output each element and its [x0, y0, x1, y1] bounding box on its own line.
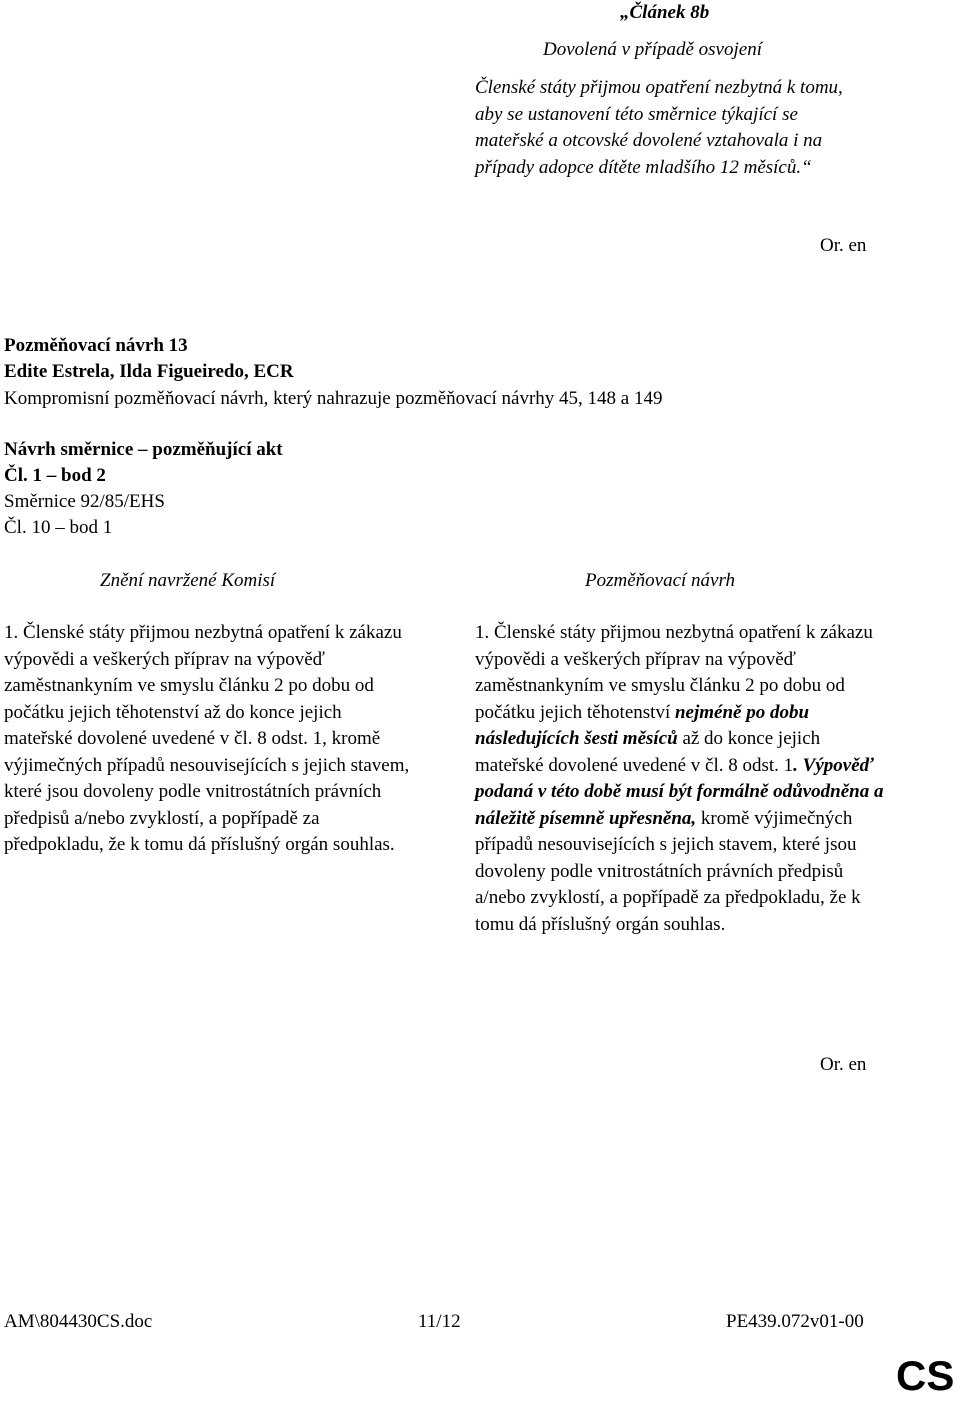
quoted-article-title: „Článek 8b	[620, 2, 710, 23]
left-column-header: Znění navržené Komisí	[100, 570, 276, 591]
amendment-description: Kompromisní pozměňovací návrh, který nahrazuje pozměňovací návrhy 45, 148 a 149	[4, 388, 663, 409]
footer-page-number: 11/12	[418, 1311, 461, 1332]
amendment-text-part5: kromě výjimečných případů nesouvisejících s jejich stavem, které jsou dovoleny podle vnitrostátních právních předpisů a/nebo zvyklostí, a popřípadě za předpokladu, že k tomu dá příslušný orgán souhlas.	[475, 807, 861, 935]
footer-pe-ref: PE439.072v01-00	[726, 1311, 864, 1332]
original-language-bottom: Or. en	[820, 1054, 867, 1075]
quoted-article-subtitle: Dovolená v případě osvojení	[543, 39, 762, 60]
directive-name: Směrnice 92/85/EHS	[4, 491, 165, 512]
quoted-article-text: Členské státy přijmou opatření nezbytná k tomu, aby se ustanovení této směrnice týkající se mateřské a otcovské dovolené vztahovala i na případy adopce dítěte mladšího 12 měsíců.“	[475, 77, 843, 178]
amendment-text-part1: 1. Členské státy přijmou nezbytná opatření k zákazu výpovědi a veškerých příprav na výpověď zaměstnankyním ve smyslu článku 2 po dobu od počátku jejich těhotenství	[475, 622, 873, 723]
amendment-text-added-2: . Výpověď podaná v této době musí být formálně odůvodněna a náležitě písemně upřesněna,	[475, 754, 884, 829]
footer-doc-ref: AM\804430CS.doc	[4, 1311, 153, 1332]
act-type: Návrh směrnice – pozměňující akt	[4, 439, 283, 460]
original-language-top: Or. en	[820, 235, 867, 256]
footer-language: CS	[896, 1352, 955, 1399]
right-column-header: Pozměňovací návrh	[585, 570, 736, 591]
article-reference: Čl. 1 – bod 2	[4, 465, 106, 486]
commission-text: 1. Členské státy přijmou nezbytná opatření k zákazu výpovědi a veškerých příprav na výpověď zaměstnankyním ve smyslu článku 2 po dobu od počátku jejich těhotenství až do konce jejich mateřské dovolené uvedené v čl. 8 odst. 1, kromě výjimečných případů nesouvisejících s jejich stavem, které jsou dovoleny podle vnitrostátních právních předpisů a/nebo zvyklostí, a popřípadě za předpokladu, že k tomu dá příslušný orgán souhlas.	[4, 622, 410, 855]
amendment-text-part3: až do konce jejich mateřské dovolené uvedené v čl. 8 odst. 1	[475, 728, 821, 776]
amendment-text	[475, 620, 885, 938]
amendment-text-added-1: nejméně po dobu následujících šesti měsíců	[475, 701, 810, 749]
amendment-number: Pozměňovací návrh 13	[4, 335, 188, 356]
amendment-authors: Edite Estrela, Ilda Figueiredo, ECR	[4, 361, 294, 382]
directive-article: Čl. 10 – bod 1	[4, 517, 113, 538]
